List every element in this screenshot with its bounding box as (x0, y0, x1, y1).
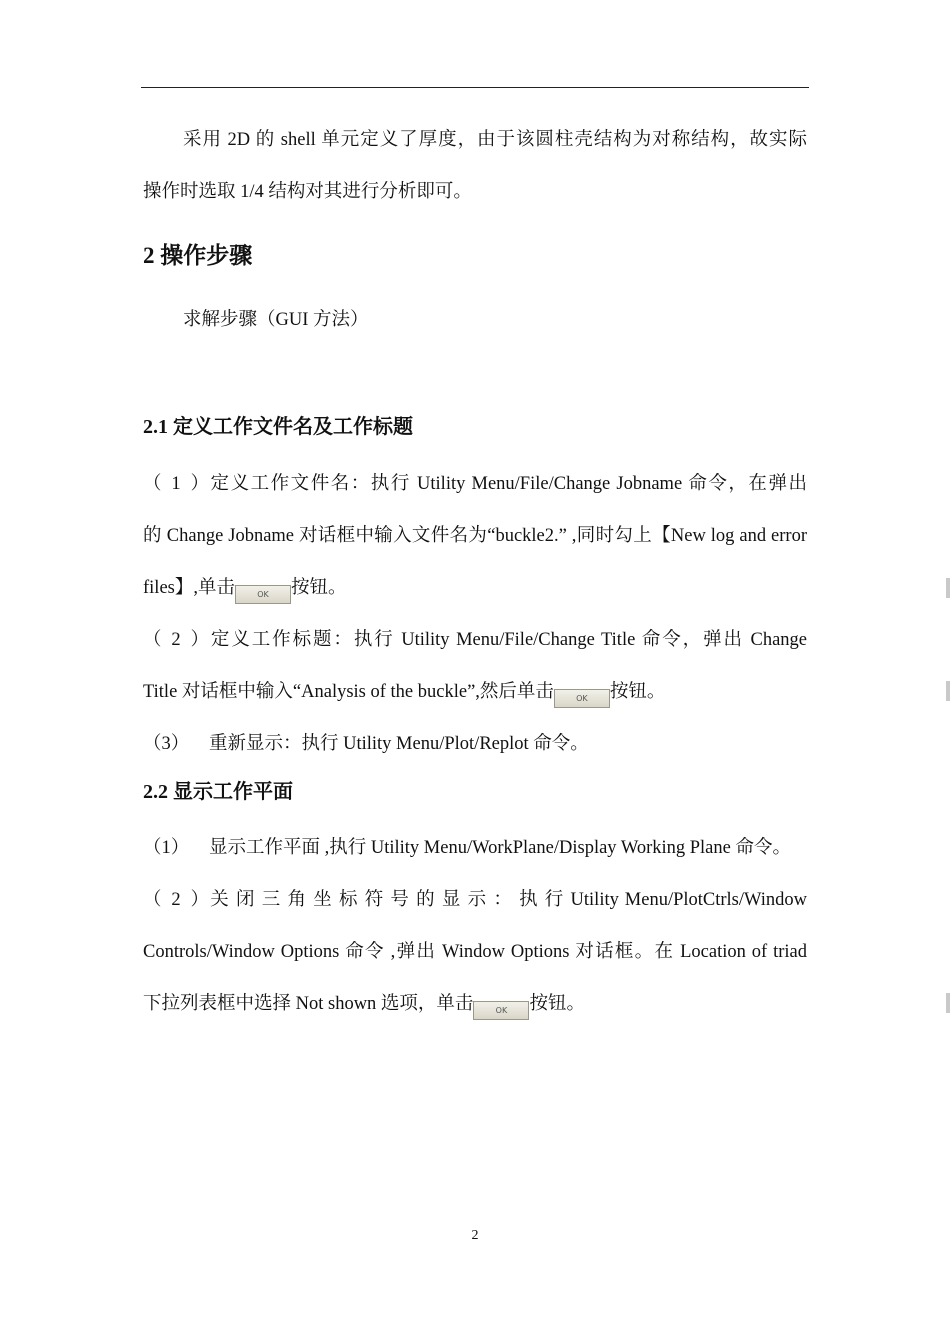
margin-mark (946, 578, 950, 598)
intro-line-1: 采用 2D 的 shell 单元定义了厚度，由于该圆柱壳结构为对称结构，故实际 (183, 130, 807, 150)
step-2-2-2-line-3 (143, 992, 807, 1020)
section-2-2-heading: 2.2 显示工作平面 (143, 781, 293, 803)
header-rule (141, 87, 809, 88)
step-text: 关 闭 三 角 坐 标 符 号 的 显 示 ： 执 行 Utility Menu/PlotCtrls/Window (209, 890, 807, 910)
step-text: files】,单击 (143, 578, 235, 598)
step-2-2-2-line-2: Controls/Window Options 命令 ,弹出 Window Options 对话框。在 Location of triad (143, 942, 807, 962)
step-number: （1） (143, 474, 209, 494)
step-text: Title 对话框中输入“Analysis of the buckle”,然后单击 (143, 682, 554, 702)
step-2-2-1-line-1 (143, 836, 807, 860)
step-number: （2） (143, 630, 209, 650)
ok-button-image: OK (473, 1001, 529, 1020)
step-number: （3） (143, 734, 190, 754)
step-2-1-1-line-3 (143, 576, 807, 604)
step-2-2-2-line-1 (143, 888, 807, 912)
step-text: 定义工作标题：执行 Utility Menu/File/Change Title 命令，弹出 Change (209, 630, 807, 650)
step-2-1-1-line-2: 的 Change Jobname 对话框中输入文件名为“buckle2.” ,同时勾上【New log and error (143, 526, 807, 546)
step-text: 下拉列表框中选择 Not shown 选项，单击 (143, 994, 474, 1014)
intro-line-2: 操作时选取 1/4 结构对其进行分析即可。 (143, 182, 472, 202)
step-text: 显示工作平面 ,执行 Utility Menu/WorkPlane/Display Working Plane 命令。 (209, 838, 791, 858)
step-text: 重新显示：执行 Utility Menu/Plot/Replot 命令。 (209, 734, 589, 754)
ok-button-image: OK (235, 585, 291, 604)
step-number: （1） (143, 838, 190, 858)
step-2-1-2-line-1 (143, 628, 807, 652)
step-number: （2） (143, 890, 209, 910)
section-2-subtitle: 求解步骤（GUI 方法） (183, 310, 369, 330)
step-text: 按钮。 (529, 994, 585, 1014)
section-2-heading: 2 操作步骤 (143, 243, 253, 268)
step-2-1-3-line-1 (143, 732, 807, 756)
margin-mark (946, 681, 950, 701)
margin-mark (946, 993, 950, 1013)
step-text: 定义工作文件名：执行 Utility Menu/File/Change Jobname 命令，在弹出 (209, 474, 807, 494)
step-2-1-2-line-2 (143, 680, 807, 708)
step-2-1-1-line-1 (143, 472, 807, 496)
step-text: 按钮。 (290, 578, 347, 598)
section-2-1-heading: 2.1 定义工作文件名及工作标题 (143, 416, 413, 438)
step-text: 按钮。 (609, 682, 666, 702)
ok-button-image: OK (554, 689, 610, 708)
page-number: 2 (471, 1228, 479, 1243)
